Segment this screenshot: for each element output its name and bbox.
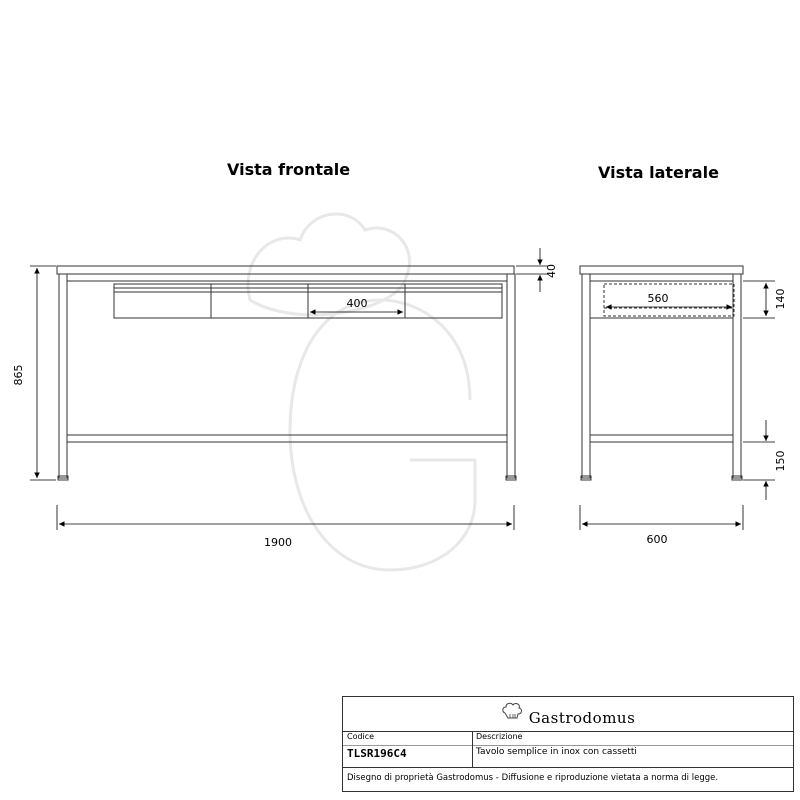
front-leg-right — [507, 274, 515, 478]
front-shelf — [67, 435, 507, 442]
dim-drawer-height: 140 — [774, 288, 787, 310]
brand-row — [343, 697, 793, 732]
front-drawer-1 — [114, 284, 211, 318]
description-cell — [472, 731, 793, 767]
watermark — [248, 214, 475, 570]
dim-front-width: 1900 — [264, 536, 292, 549]
copyright-footer: Disegno di proprietà Gastrodomus - Diffusione e riproduzione vietata a norma di legge. — [347, 773, 719, 783]
side-leg-left — [582, 274, 590, 478]
dim-shelf-height: 150 — [774, 450, 787, 472]
dimension-lines — [30, 248, 775, 530]
side-drawer-hidden — [604, 284, 734, 316]
front-leg-left — [59, 274, 67, 478]
title-block — [342, 696, 794, 792]
dim-drawer-depth: 560 — [647, 292, 669, 305]
front-tabletop — [57, 266, 514, 274]
chef-hat-icon — [501, 701, 523, 727]
dim-side-depth: 600 — [646, 533, 668, 546]
code-label: Codice — [347, 732, 375, 741]
description-label: Descrizione — [476, 732, 523, 741]
side-shelf — [590, 435, 733, 442]
code-value: TLSR196C4 — [347, 747, 407, 760]
brand-logo-text: Gastrodomus — [528, 709, 636, 727]
front-view — [57, 266, 516, 480]
dim-top-thickness: 40 — [545, 264, 558, 278]
dim-front-height: 865 — [12, 364, 25, 386]
description-value: Tavolo semplice in inox con cassetti — [476, 747, 637, 757]
side-view-title: Vista laterale — [598, 163, 719, 182]
front-view-title: Vista frontale — [227, 160, 351, 179]
side-tabletop — [580, 266, 743, 274]
front-drawer-4 — [405, 284, 502, 318]
code-description-row — [343, 731, 793, 768]
code-cell — [343, 731, 473, 767]
dim-drawer-width: 400 — [346, 297, 368, 310]
